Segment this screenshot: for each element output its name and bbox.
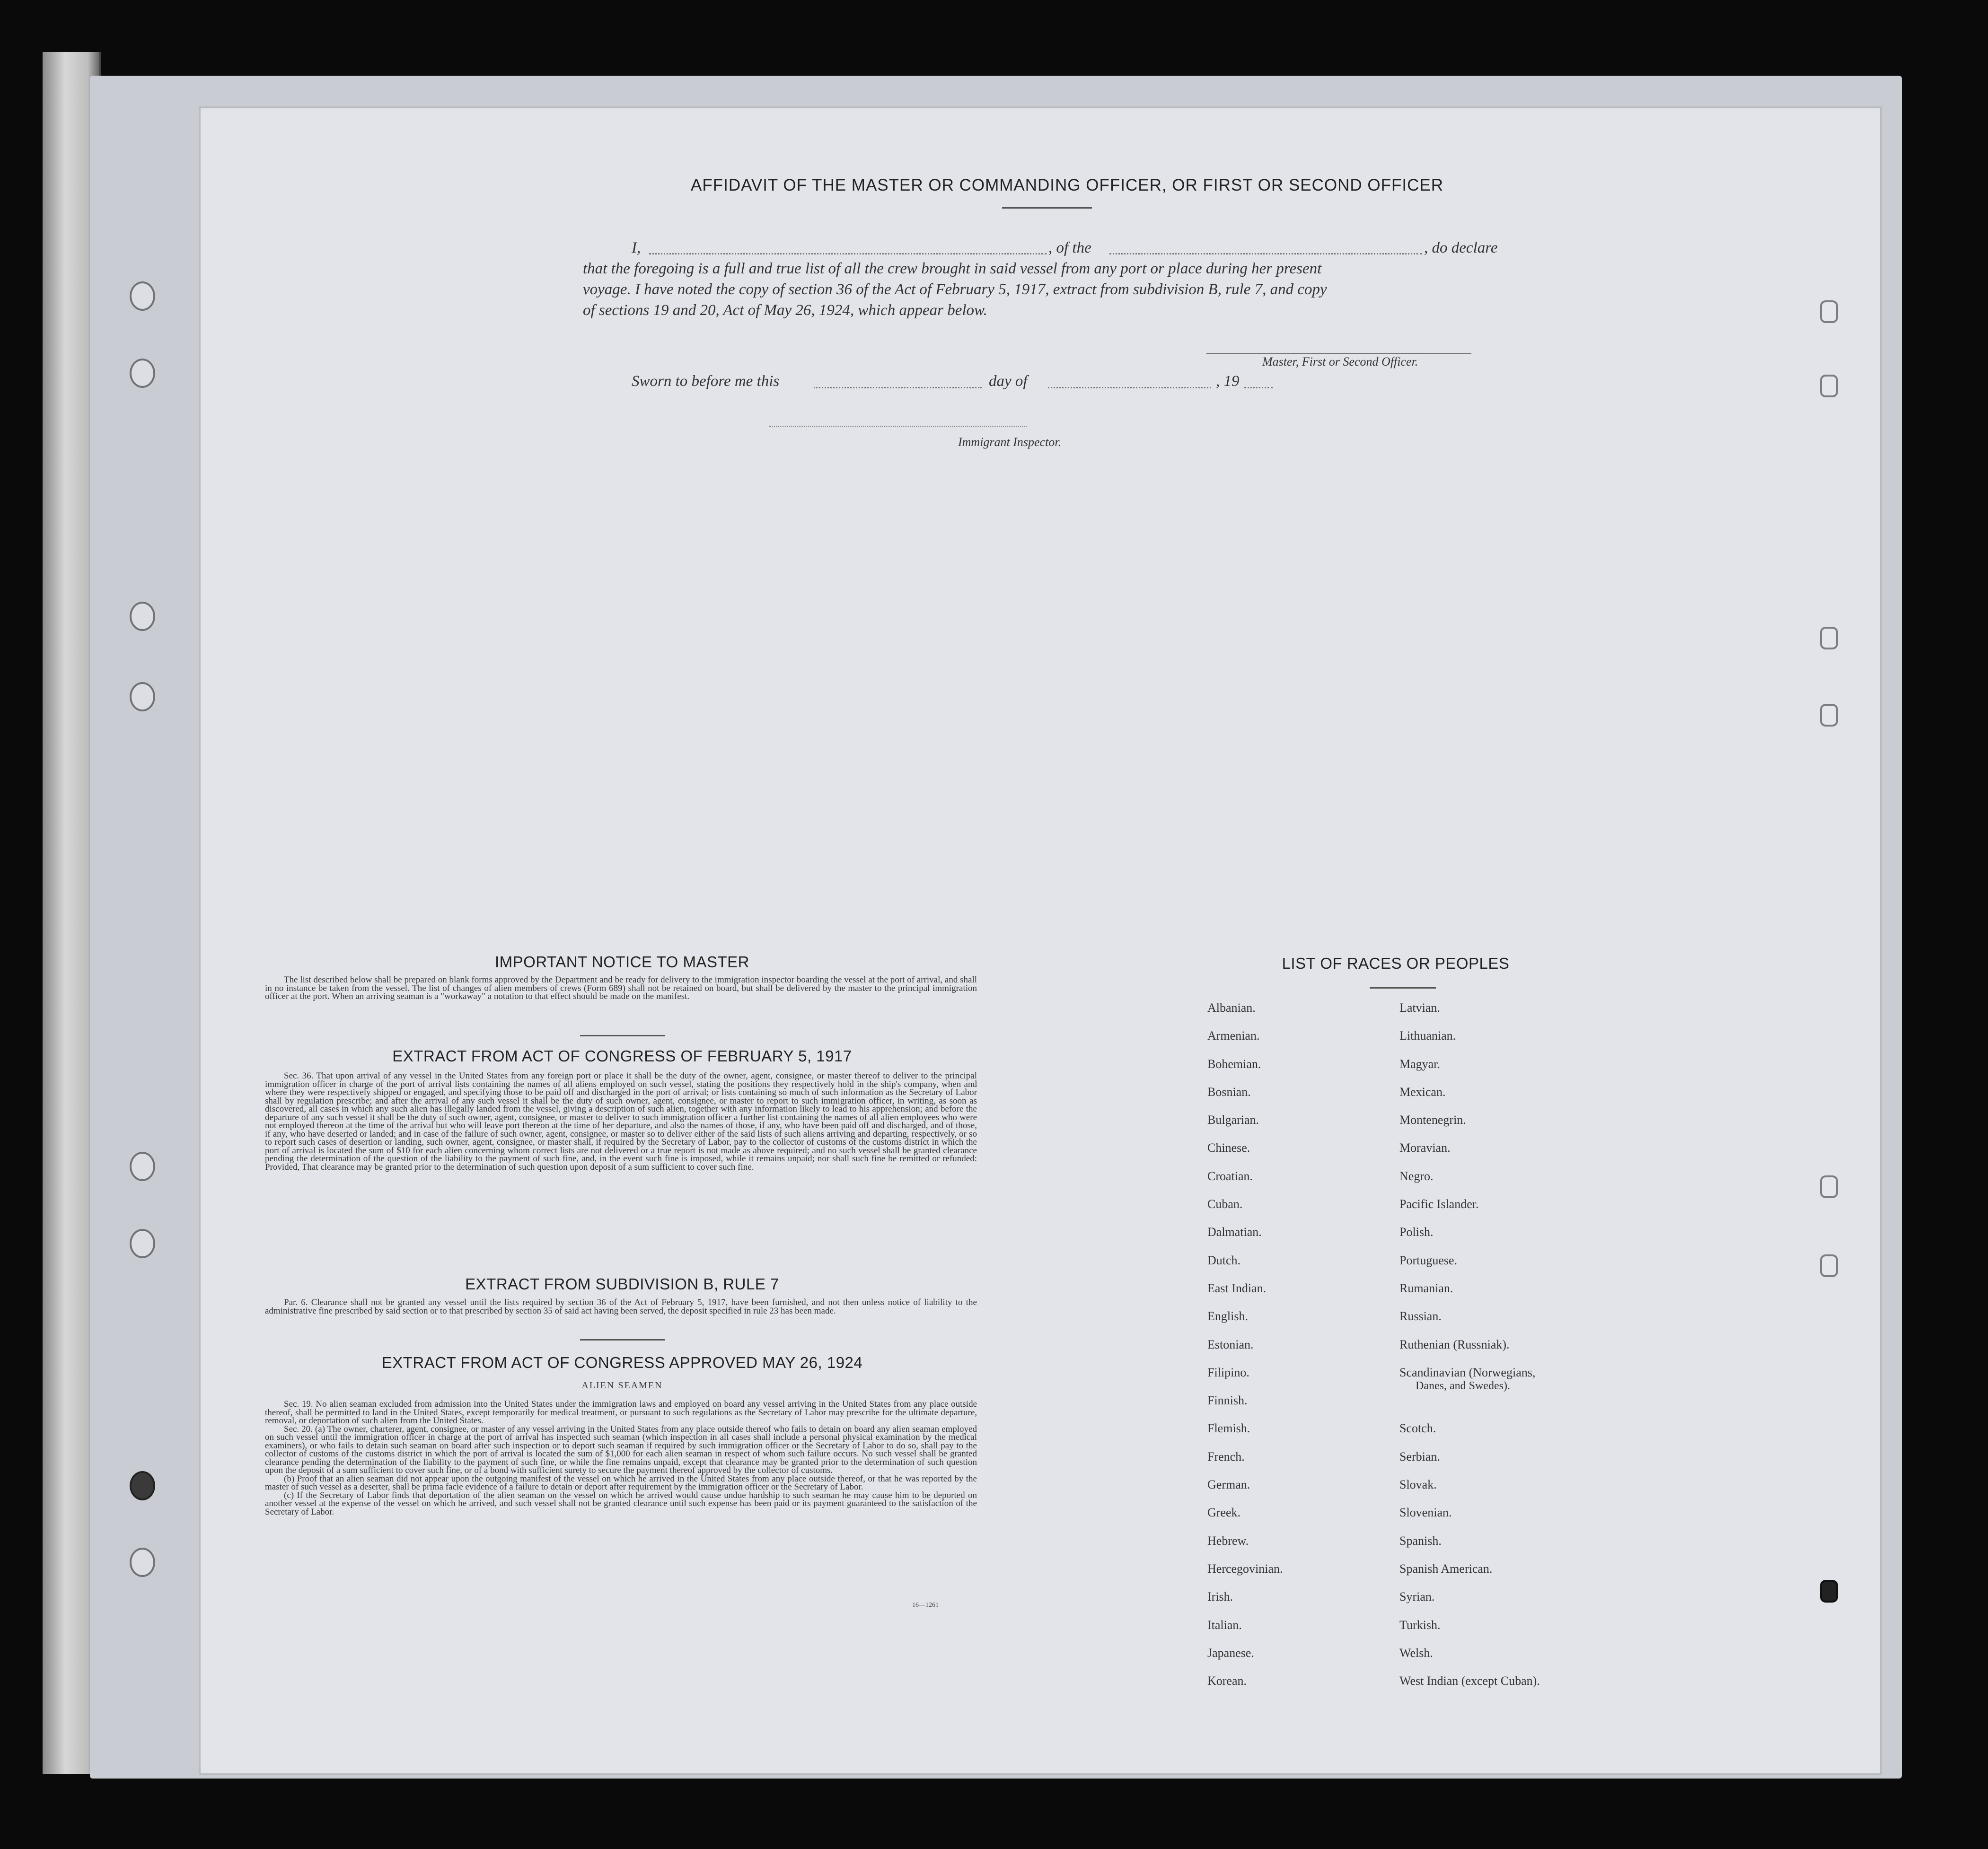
- sworn-start: Sworn to before me this: [632, 373, 780, 390]
- binder-hole: [130, 602, 155, 631]
- form-number: 16—1261: [912, 1602, 939, 1609]
- binder-hole: [130, 1229, 155, 1258]
- race-item: Negro.: [1399, 1169, 1434, 1183]
- race-item: Welsh.: [1399, 1646, 1433, 1660]
- punch-hole: [1820, 300, 1838, 323]
- divider: [580, 1339, 665, 1341]
- races-left-column: [1207, 1001, 1283, 1702]
- race-item: Slovak.: [1399, 1478, 1437, 1492]
- sworn-end: , 19: [1216, 373, 1240, 390]
- race-item: Armenian.: [1207, 1029, 1260, 1043]
- sec19-paragraph: Sec. 19. No alien seaman excluded from admission into the United States under the immigration laws and employed on board any vessel arriving in the United States from any place outside thereof, shall be permitted to land in the United States, except temporarily for medical treatment, or pursuant to such regulations as the Secretary of Labor may prescribe for the ultimate departure, removal, or deportation of such alien from the United States.: [265, 1399, 977, 1426]
- sec20a-paragraph: Sec. 20. (a) The owner, charterer, agent, consignee, or master of any vessel arriving in the United States from any place outside thereof who fails to detain on board any alien seaman employed on such vessel until the immigration officer in charge at the port of arrival has inspected such seaman (which inspection in all cases shall include a personal physical examination by the medical examiners), or who fails to detain such seaman on board after such inspection or to deport such seaman if required by such immigration officer or the Secretary of Labor to do so, shall pay to the collector of customs of the customs district in which the port of arrival is located the sum of $1,000 for each alien seaman in respect of whom such failure occurs. No such vessel shall be granted clearance pending the determination of the liability to the payment of such fine, or while the fine remains unpaid, except that clearance may be granted prior to the determination of such question upon the deposit of a sum sufficient to cover such fine, or of a bond with sufficient surety to secure the payment thereof approved by the collector of customs.: [265, 1424, 977, 1475]
- extract-rule7-text: [265, 1298, 977, 1315]
- race-item-line1: Scandinavian (Norwegians,: [1399, 1365, 1536, 1379]
- race-item: Greek.: [1207, 1506, 1241, 1520]
- punch-hole: [1820, 1254, 1838, 1277]
- extract-1917-text: [265, 1072, 977, 1171]
- binder-hole: [130, 682, 155, 711]
- race-item: Serbian.: [1399, 1449, 1440, 1463]
- binder-hole: [130, 281, 155, 311]
- binder-hole: [130, 359, 155, 388]
- race-item-line2: Danes, and Swedes).: [1416, 1379, 1510, 1392]
- race-item-scandinavian: [1399, 1366, 1540, 1422]
- extract-1924-title: EXTRACT FROM ACT OF CONGRESS APPROVED MAY 26, 1924: [381, 1354, 863, 1371]
- race-item: Irish.: [1207, 1590, 1233, 1604]
- affidavit-line1-start: I,: [632, 239, 641, 256]
- race-item: Montenegrin.: [1399, 1113, 1466, 1127]
- affidavit-line4: of sections 19 and 20, Act of May 26, 1924, which appear below.: [583, 302, 987, 319]
- punch-hole: [1820, 627, 1838, 649]
- race-item: Dalmatian.: [1207, 1225, 1262, 1239]
- race-item: Spanish American.: [1399, 1561, 1493, 1576]
- binder-hole: [130, 1548, 155, 1577]
- race-item: Albanian.: [1207, 1001, 1256, 1015]
- race-item: Moravian.: [1399, 1141, 1451, 1155]
- race-item: Ruthenian (Russniak).: [1399, 1337, 1510, 1351]
- race-item: Rumanian.: [1399, 1281, 1453, 1295]
- race-item: Chinese.: [1207, 1141, 1250, 1155]
- signature-label: Master, First or Second Officer.: [1262, 355, 1418, 368]
- binder-hole: [130, 1471, 155, 1500]
- race-item: Korean.: [1207, 1674, 1247, 1688]
- race-item: Italian.: [1207, 1618, 1242, 1632]
- inspector-signature-line[interactable]: [769, 426, 1027, 427]
- race-item: Portuguese.: [1399, 1253, 1458, 1267]
- sworn-mid: day of: [989, 373, 1028, 390]
- par6-paragraph: Par. 6. Clearance shall not be granted any vessel until the lists required by section 36 of the Act of February 5, 1917, have been furnished, and not then unless notice of liability to the administrative fine prescribed by said section or to that prescribed by section 35 of said act having been served, the deposit specified in rule 23 has been made.: [265, 1297, 977, 1316]
- divider: [580, 1035, 665, 1036]
- punch-hole: [1820, 1175, 1838, 1198]
- affidavit-line1-end: , do declare: [1424, 239, 1498, 256]
- race-item: Spanish.: [1399, 1534, 1442, 1548]
- race-item: Filipino.: [1207, 1365, 1249, 1379]
- race-item: Cuban.: [1207, 1197, 1243, 1211]
- divider: [1002, 207, 1092, 209]
- punch-hole: [1820, 1580, 1838, 1603]
- race-item: Finnish.: [1207, 1393, 1248, 1408]
- year-blank[interactable]: [1244, 387, 1273, 388]
- race-item: Magyar.: [1399, 1057, 1440, 1071]
- race-item: Latvian.: [1399, 1001, 1440, 1015]
- race-item: Turkish.: [1399, 1618, 1441, 1632]
- race-item: Mexican.: [1399, 1085, 1446, 1099]
- affidavit-line2: that the foregoing is a full and true list of all the crew brought in said vessel from any port or place during her present: [583, 260, 1322, 277]
- race-item: German.: [1207, 1478, 1250, 1492]
- race-item: Japanese.: [1207, 1646, 1254, 1660]
- alien-seamen-subtitle: ALIEN SEAMEN: [581, 1380, 663, 1391]
- race-item: Hebrew.: [1207, 1534, 1249, 1548]
- sec20c-paragraph: (c) If the Secretary of Labor finds that deportation of the alien seaman on the vessel on which he arrived would cause undue hardship to such seaman he may cause him to be deported on another vessel at the expense of the vessel on which he arrived, and such vessel shall not be granted clearance until such expense has been paid or its payment guaranteed to the satisfaction of the Secretary of Labor.: [265, 1490, 977, 1517]
- affidavit-line3: voyage. I have noted the copy of section 36 of the Act of February 5, 1917, extract from subdivision B, rule 7, and copy: [583, 281, 1327, 298]
- sec20b-paragraph: (b) Proof that an alien seaman did not appear upon the outgoing manifest of the vessel on which he arrived in the United States from any place outside thereof, or that he was reported by the master of such vessel as a deserter, shall be prima facie evidence of a failure to detain or deport after requirement by the immigration officer or the Secretary of Labor.: [265, 1473, 977, 1492]
- race-item: Lithuanian.: [1399, 1029, 1456, 1043]
- divider: [1370, 987, 1436, 989]
- race-item: Scotch.: [1399, 1421, 1436, 1436]
- race-item: Croatian.: [1207, 1169, 1253, 1183]
- race-item: Polish.: [1399, 1225, 1434, 1239]
- signature-line[interactable]: [1206, 353, 1471, 354]
- day-blank[interactable]: [814, 387, 982, 388]
- race-item: English.: [1207, 1309, 1248, 1323]
- extract-1924-text: [265, 1400, 977, 1516]
- inspector-label: Immigrant Inspector.: [958, 435, 1062, 449]
- race-item: Bulgarian.: [1207, 1113, 1259, 1127]
- notice-text: [265, 976, 977, 1001]
- race-item: East Indian.: [1207, 1281, 1267, 1295]
- race-item: Slovenian.: [1399, 1506, 1452, 1520]
- notice-paragraph: The list described below shall be prepared on blank forms approved by the Department and be ready for delivery to the immigration inspector boarding the vessel at the port of arrival, and shall in no instance be taken from the vessel. The list of changes of alien members of crews (Form 689) shall not be retained on board, but shall be delivered by the master to the principal immigration officer at the port. When an arriving seaman is a "workaway" a notation to that effect should be made on the manifest.: [265, 975, 977, 1001]
- race-item: Bosnian.: [1207, 1085, 1251, 1099]
- races-title: LIST OF RACES OR PEOPLES: [1282, 955, 1510, 972]
- race-item: Bohemian.: [1207, 1057, 1261, 1071]
- name-blank[interactable]: [649, 253, 1047, 254]
- race-item: Russian.: [1399, 1309, 1442, 1323]
- form-page: [199, 106, 1882, 1775]
- extract-1917-title: EXTRACT FROM ACT OF CONGRESS OF FEBRUARY 5, 1917: [392, 1047, 852, 1065]
- race-item: Syrian.: [1399, 1590, 1435, 1604]
- affidavit-line1-mid: , of the: [1048, 239, 1091, 256]
- races-right-column: [1399, 1001, 1540, 1702]
- race-item: Estonian.: [1207, 1337, 1254, 1351]
- vessel-blank[interactable]: [1109, 253, 1422, 254]
- punch-hole: [1820, 704, 1838, 727]
- race-item: Pacific Islander.: [1399, 1197, 1479, 1211]
- race-item: Flemish.: [1207, 1421, 1250, 1436]
- race-item: West Indian (except Cuban).: [1399, 1674, 1540, 1688]
- race-item: Dutch.: [1207, 1253, 1241, 1267]
- punch-hole: [1820, 375, 1838, 397]
- sec36-paragraph: Sec. 36. That upon arrival of any vessel in the United States from any foreign port or place it shall be the duty of the owner, agent, consignee, or master thereof to deliver to the principal immigration officer in charge of the port of arrival lists containing the names of all aliens employed on such vessel, stating the positions they respectively hold in the ship's company, when and where they were respectively shipped or engaged, and specifying those to be paid off and discharged in the port of arrival; or lists containing so much of such information as the Secretary of Labor shall by regulation prescribe; and after the arrival of any such vessel it shall be the duty of such owner, agent, consignee, or master to report to such immigration officer, in writing, as soon as discovered, all cases in which any such alien has illegally landed from the vessel, giving a description of such alien, together with any information likely to lead to his apprehension; and before the departure of any such vessel it shall be the duty of such owner, agent, consignee, or master to deliver to such immigration officer a further list containing the names of all alien employees who were not employed thereon at the time of the arrival but who will leave port thereon at the time of her departure, and also the names of those, if any, who have been paid off and discharged, and of those, if any, who have deserted or landed; and in case of the failure of such owner, agent, consignee, or master so to deliver either of the said lists of such aliens arriving and departing, respectively, or so to report such cases of desertion or landing, such owner, agent, consignee, or master shall, if required by the Secretary of Labor, pay to the collector of customs of the customs district in which the port of arrival is located the sum of $10 for each alien concerning whom correct lists are not delivered or a true report is not made as above required; and no such vessel shall be granted clearance pending the determination of the question of the liability to the payment of such fine, and, in the event such fine is imposed, while it remains unpaid; nor shall such fine be remitted or refunded: Provided, That clearance may be granted prior to the determination of such question upon deposit of a sum sufficient to cover such fine.: [265, 1071, 977, 1172]
- affidavit-title: AFFIDAVIT OF THE MASTER OR COMMANDING OFFICER, OR FIRST OR SECOND OFFICER: [691, 176, 1444, 194]
- race-item: French.: [1207, 1449, 1245, 1463]
- extract-rule7-title: EXTRACT FROM SUBDIVISION B, RULE 7: [465, 1275, 779, 1293]
- month-blank[interactable]: [1048, 387, 1211, 388]
- race-item: Hercegovinian.: [1207, 1561, 1283, 1576]
- binder-hole: [130, 1152, 155, 1181]
- notice-title: IMPORTANT NOTICE TO MASTER: [494, 953, 749, 971]
